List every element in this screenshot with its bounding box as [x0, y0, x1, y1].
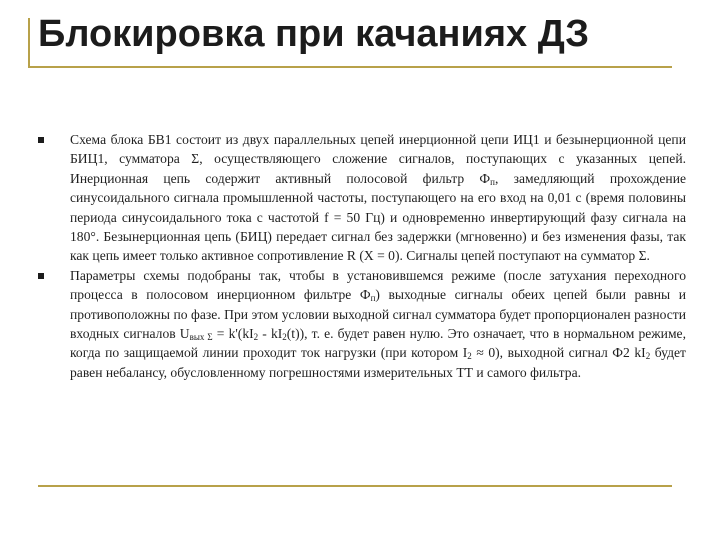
square-bullet-icon [38, 137, 44, 143]
square-bullet-icon [38, 273, 44, 279]
footer-divider-line [38, 485, 672, 487]
bullet-item-2 [36, 266, 686, 382]
slide-title: Блокировка при качаниях ДЗ [38, 13, 590, 55]
bullet-list [36, 130, 686, 382]
title-accent-vertical-line [28, 18, 30, 66]
bullet-1-text: Схема блока БВ1 состоит из двух параллельных цепей инерционной цепи ИЦ1 и безынерционной цепи БИЦ1, сумматора Σ, осуществляющего сложение сигналов, поступающих с указанных цепей. Инерционная цепь содержит активный полосовой фильтр $Ф_п$, замедляющий прохождение синусоидального сигнала промышленной частоты, поступающего на его вход на 0,01 с (время половины периода синусоидального тока с частотой f = 50 Гц) и одновременно инвертирующий фазу сигнала на 180°. Безынерционная цепь (БИЦ) передает сигнал без задержки (мгновенно) и без изменения фазы, так как цепь имеет только активное сопротивление R (X = 0). Сигналы цепей поступают на сумматор Σ. [70, 132, 687, 264]
bullet-2-text: Параметры схемы подобраны так, чтобы в установившемся режиме (после затухания переходного процесса в полосовом инерционном фильтре $Ф_п$) выходные сигналы обеих цепей были равны и противоположны по фазе. При этом условии выходной сигнал сумматора будет пропорционален разности входных сигналов $U_{вых \Sigma} = k'(kI_2 - kI_2(t))$, т. е. будет равен нулю. Это означает, что в нормальном режиме, когда по защищаемой линии проходит ток нагрузки (при котором $I_2 \approx 0$), выходной сигнал Ф2 $kI_2$ будет равен небалансу, обусловленному погрешностями измерительных ТТ и самого фильтра. [70, 267, 686, 380]
title-underline [28, 66, 672, 68]
bullet-item-1 [36, 130, 686, 266]
